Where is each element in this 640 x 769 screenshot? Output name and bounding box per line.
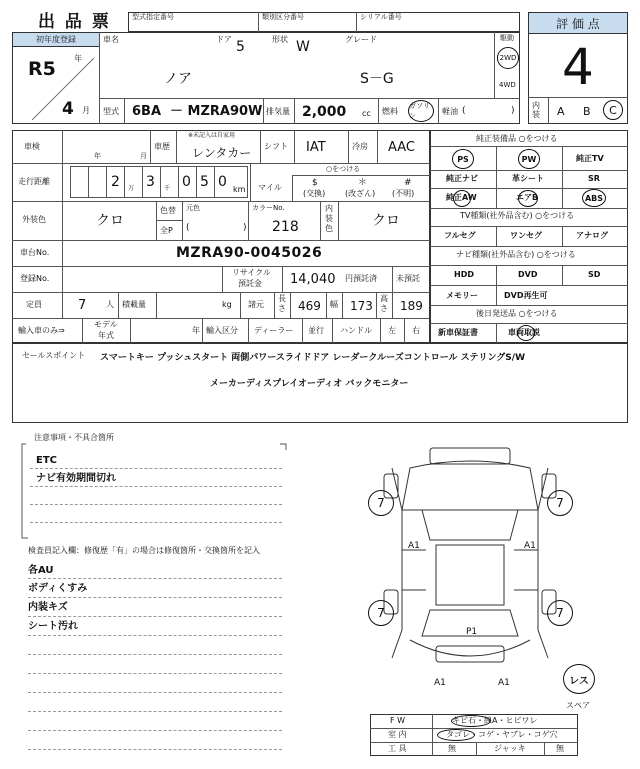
interior-row-label: 室 内 (388, 730, 407, 739)
inspection-month-unit: 月 (140, 152, 147, 160)
navi-memory: メモリー (446, 291, 478, 300)
fuel-gasoline-circled: ガソリン (408, 100, 434, 122)
navi-sd: SD (588, 270, 601, 279)
selling-points-label: セールスポイント (22, 351, 86, 360)
dims-label: 諸元 (248, 300, 264, 309)
header-id-row (128, 12, 520, 32)
meter-mod-symbol: ＊ (358, 178, 368, 188)
cc-unit: cc (362, 109, 371, 118)
selling-points-line2: メーカーディスプレイオーディオ バックモニター (210, 379, 409, 389)
interior-grade-b: B (583, 105, 591, 118)
original-paren-open: ( (186, 223, 190, 233)
width-value: 173 (350, 299, 373, 313)
navi-title: ナビ種類(社外品含む) ○をつける (456, 250, 576, 259)
ac-value: AAC (388, 140, 415, 155)
notes-item-1: ETC (36, 455, 57, 466)
color-no-label: カラーNo. (252, 204, 285, 212)
model-prefix: 6BA (132, 104, 162, 119)
import-label: 輸入車のみ⇒ (18, 326, 65, 335)
dealer-label: ディーラー (254, 326, 294, 335)
chassis-label: 車台No. (20, 248, 50, 257)
person-unit: 人 (106, 300, 114, 309)
meter-swap-symbol: $ (312, 178, 318, 188)
paren-open: ( (462, 106, 466, 116)
interior-grade-c-circled: C (603, 100, 623, 120)
equip-aw-circle (453, 190, 471, 207)
equip-ps-circled: PS (452, 149, 474, 169)
width-label: 幅 (330, 300, 338, 309)
equip-tv: 純正TV (576, 154, 604, 163)
drive-label: 駆動 (500, 34, 514, 42)
tv-full: フルセグ (444, 231, 476, 240)
inspector-item-4: シート汚れ (28, 621, 78, 632)
interior-row-circle (437, 729, 475, 741)
grade-title-bg (529, 13, 627, 34)
meter-swap-label: (交換) (303, 189, 326, 198)
meter-unknown-label: (不明) (392, 189, 415, 198)
load-label: 積載量 (122, 300, 146, 309)
navi-hdd: HDD (454, 270, 474, 279)
displacement-label: 排気量 (266, 107, 290, 116)
mileage-digit-1: 2 (111, 174, 120, 190)
left-label: 左 (388, 326, 396, 335)
docs-warranty: 新車保証書 (438, 328, 478, 337)
paren-close: ) (511, 106, 515, 116)
diagram-mark-rear-bumper-right: A1 (498, 678, 510, 688)
serial-label: シリアル番号 (360, 13, 402, 21)
exterior-label: 外装色 (22, 215, 46, 224)
shift-label: シフト (264, 142, 288, 151)
grade-label: グレード (345, 35, 377, 44)
diagram-mark-front-right: 7 (547, 490, 573, 516)
car-diagram (370, 440, 570, 690)
sen-unit: 千 (164, 185, 171, 192)
original-paren-close: ) (243, 223, 247, 233)
man-unit: 万 (128, 185, 135, 192)
color-no-value: 218 (272, 219, 299, 235)
parallel-label: 並行 (308, 326, 324, 335)
history-label: 車歴 (154, 142, 170, 151)
tv-one: ワンセグ (510, 231, 542, 240)
drive-2wd-circled: 2WD (497, 47, 519, 69)
mile-label: マイル (258, 183, 282, 192)
spare-tire-circled: レス (563, 664, 595, 694)
equip-airbag: エアB (516, 193, 539, 202)
docs-manual-circle (517, 325, 535, 341)
equip-sr: SR (588, 174, 600, 183)
meter-mod-label: (改ざん) (345, 189, 376, 198)
model-year-label-1: モデル (94, 320, 118, 329)
recycle-unpaid: 未預託 (396, 274, 420, 283)
form-title: 出 品 票 (38, 12, 111, 32)
diagram-mark-front-left: 7 (368, 490, 394, 516)
mileage-digit-3: 0 (182, 174, 191, 190)
capacity-label: 定員 (26, 300, 42, 309)
fw-circle (451, 715, 491, 727)
recycle-amount: 14,040 (290, 272, 336, 287)
navi-dvd-play: DVD再生可 (504, 291, 548, 300)
history-note: ※未記入は自家用 (188, 132, 236, 139)
first-reg-header: 初年度登録 (13, 33, 99, 47)
diesel-label: 軽油 (442, 107, 458, 116)
meter-unknown-symbol: # (404, 178, 412, 188)
full-paint-label: 全P (160, 226, 173, 235)
interior-grade-a: A (557, 105, 565, 118)
notes-title: 注意事項・不具合箇所 (34, 433, 114, 442)
diagram-mark-right-side: A1 (524, 541, 536, 551)
door-label: ドア (216, 35, 232, 44)
equipment-title: 純正装備品 ○をつける (476, 134, 558, 143)
km-unit: km (233, 185, 246, 194)
diagram-mark-left-side: A1 (408, 541, 420, 551)
import-type-label: 輸入区分 (206, 326, 238, 335)
displacement-value: 2,000 (302, 104, 347, 120)
class-label: 類別区分番号 (262, 13, 304, 21)
length-value: 469 (298, 299, 321, 313)
inspector-item-2: ボディくすみ (28, 583, 88, 594)
mileage-digit-5: 0 (218, 174, 227, 190)
diagram-mark-rear: P1 (466, 627, 478, 637)
shape-label: 形状 (272, 35, 288, 44)
month-suffix: 月 (82, 106, 90, 115)
mileage-label: 走行距離 (18, 177, 50, 186)
interior-color-value: クロ (372, 213, 400, 229)
mileage-digit-4: 5 (200, 174, 209, 190)
model-label: 型式 (103, 107, 119, 116)
inspector-item-1: 各AU (28, 565, 54, 576)
door-count: 5 (236, 39, 245, 55)
tools-value: 無 (448, 744, 456, 753)
year-suffix: 年 (74, 54, 82, 63)
exterior-value: クロ (96, 213, 124, 229)
selling-points-line1: スマートキー プッシュスタート 両側パワースライドドア レーダークルーズコントロール ステリングS/W (100, 353, 525, 363)
type-spec-label: 型式指定番号 (132, 13, 174, 21)
docs-manual: 車両取説 (508, 328, 540, 337)
tv-analog: アナログ (576, 231, 608, 240)
spare-label: スペア (566, 701, 590, 710)
inspection-label: 車検 (24, 142, 40, 151)
model-code: － MZRA90W (170, 104, 263, 119)
inspector-title: 検査員記入欄：修復歴「有」の場合は修復箇所・交換箇所を記入 (28, 546, 260, 555)
meter-circle-note: ○をつける (326, 165, 361, 173)
recycle-label-1: リサイクル (232, 268, 271, 277)
equip-abs-circled: ABS (582, 189, 606, 207)
recycle-paid: 円預託済 (345, 274, 377, 283)
first-reg-month: 4 (62, 99, 74, 119)
equip-airbag-circle (518, 190, 538, 207)
car-name-label: 車名 (103, 35, 119, 44)
fw-value: キビ石・線A・ヒビワレ (452, 716, 538, 725)
tv-title: TV種類(社外品含む) ○をつける (460, 211, 575, 220)
color-change-label: 色替 (160, 206, 176, 215)
car-name: ノア (164, 71, 192, 87)
jack-value: 無 (556, 744, 564, 753)
reg-no-label: 登録No. (20, 274, 50, 283)
height-value: 189 (400, 299, 423, 313)
diagram-mark-rear-bumper-left: A1 (434, 678, 446, 688)
diagram-mark-rear-right: 7 (547, 600, 573, 626)
kg-unit: kg (222, 300, 232, 309)
diagram-mark-rear-left: 7 (368, 600, 394, 626)
first-reg-era: R5 (28, 58, 56, 80)
height-label: 高さ (380, 294, 388, 313)
interior-color-label: 内装色 (325, 204, 333, 233)
handle-label: ハンドル (340, 326, 372, 335)
grade-score: 4 (562, 38, 594, 96)
docs-title: 後日発送品 ○をつける (476, 309, 558, 318)
equip-leather: 革シート (512, 174, 544, 183)
equip-pw-circled: PW (518, 149, 540, 169)
inspection-year-unit: 年 (94, 152, 101, 160)
equip-aw: 純正AW (446, 193, 477, 202)
interior-grade-label: 内装 (532, 101, 540, 119)
fuel-label: 燃料 (382, 107, 398, 116)
inspector-item-3: 内装キズ (28, 602, 68, 613)
grade-title: 評 価 点 (556, 16, 600, 31)
navi-dvd: DVD (518, 270, 538, 279)
recycle-label-2: 預託金 (238, 279, 262, 288)
original-color-label: 元色 (186, 204, 200, 212)
model-year-label-2: 年式 (98, 331, 114, 340)
length-label: 長さ (278, 294, 286, 313)
jack-label: ジャッキ (494, 744, 526, 753)
drive-4wd: 4WD (499, 81, 516, 89)
right-label: 右 (412, 326, 420, 335)
import-year-unit: 年 (192, 326, 200, 335)
tools-label: 工 具 (388, 744, 407, 753)
mileage-digit-2: 3 (146, 174, 155, 190)
grade-value: S－G (360, 71, 394, 87)
fw-label: F W (390, 716, 406, 725)
shift-value: IAT (306, 140, 326, 155)
ac-label: 冷房 (352, 142, 368, 151)
history-value: レンタカー (192, 146, 252, 160)
shape-value: W (296, 39, 310, 55)
notes-item-2: ナビ有効期間切れ (36, 473, 116, 484)
capacity-value: 7 (78, 298, 87, 313)
chassis-value: MZRA90-0045026 (176, 245, 323, 261)
equip-navi: 純正ナビ (446, 174, 478, 183)
interior-row-value: タゴレ・コゲ・ヤブレ・コゲ穴 (446, 730, 558, 739)
